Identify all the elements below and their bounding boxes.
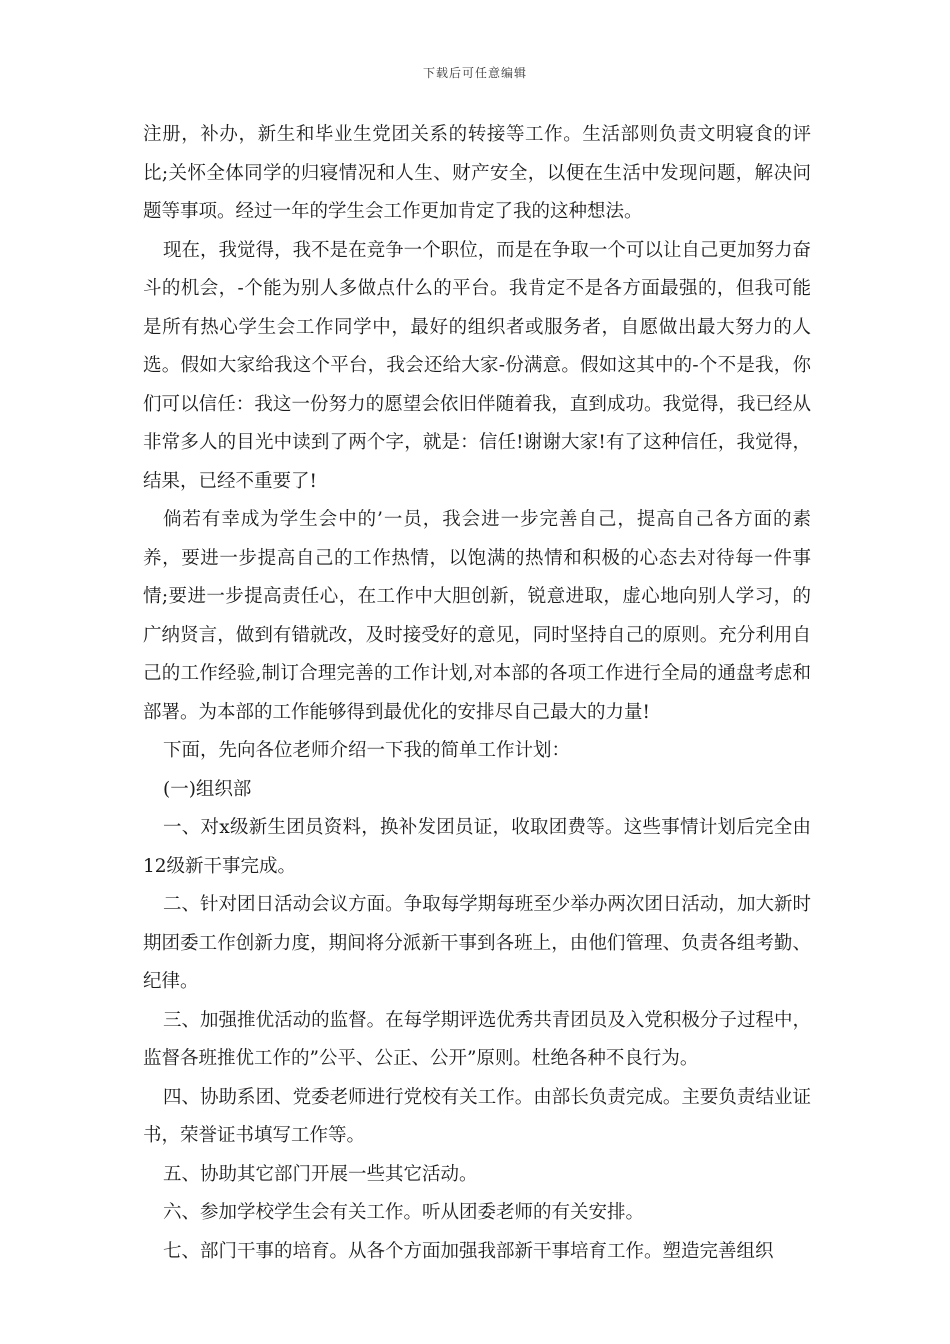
plan-item-3: 三、加强推优活动的监督。在每学期评选优秀共青团员及入党积极分子过程中，监督各班推优工作的”公平、公正、公开”原则。杜绝各种不良行为。	[143, 1009, 811, 1069]
plan-item-7: 七、部门干事的培育。从各个方面加强我部新干事培育工作。塑造完善组织	[163, 1240, 774, 1262]
plan-item-6: 六、参加学校学生会有关工作。听从团委老师的有关安排。	[163, 1202, 645, 1223]
paragraph-4: 下面，先向各位老师介绍一下我的简单工作计划：	[163, 740, 571, 761]
paragraph-2: 现在，我觉得，我不是在竞争一个职位，而是在争取一个可以让自己更加努力奋斗的机会，-个能为别人多做点什么的平台。我肯定不是各方面最强的，但我可能是所有热心学生会工作同学中，最好的组织者或服务者，自愿做出最大努力的人选。假如大家给我这个平台，我会还给大家-份满意。假如这其中的-个不是我，你们可以信任：我这一份努力的愿望会依旧伴随着我，直到成功。我觉得，我已经从非常多人的目光中读到了两个字，就是：信任!谢谢大家!有了这种信任，我觉得，结果，已经不重要了!	[143, 239, 811, 492]
page-header: 下载后可任意编辑	[422, 66, 527, 80]
section-heading: (一)组织部	[163, 778, 252, 800]
paragraph-3: 倘若有幸成为学生会中的’一员，我会进一步完善自己，提高自己各方面的素养，要进一步提高自己的工作热情，以饱满的热情和积极的心态去对待每一件事情;要进一步提高责任心，在工作中大胆创新，锐意进取，虚心地向别人学习，的广纳贤言，做到有错就改，及时接受好的意见，同时坚持自己的原则。充分利用自己的工作经验,制订合理完善的工作计划,对本部的各项工作进行全局的通盘考虑和部署。为本部的工作能够得到最优化的安排尽自己最大的力量!	[143, 509, 811, 723]
paragraph-1: 注册，补办，新生和毕业生党团关系的转接等工作。生活部则负责文明寝食的评比;关怀全体同学的归寝情况和人生、财产安全，以便在生活中发现问题，解决问题等事项。经过一年的学生会工作更加肯定了我的这种想法。	[143, 124, 811, 222]
plan-item-5: 五、协助其它部门开展一些其它活动。	[163, 1163, 478, 1185]
plan-item-2: 二、针对团日活动会议方面。争取每学期每班至少举办两次团日活动，加大新时期团委工作创新力度，期间将分派新干事到各班上，由他们管理、负责各组考勤、纪律。	[143, 894, 811, 992]
document-body	[143, 116, 811, 1271]
plan-item-1: 一、对x级新生团员资料，换补发团员证，收取团费等。这些事情计划后完全由12级新干事完成。	[143, 817, 811, 877]
plan-item-4: 四、协助系团、党委老师进行党校有关工作。由部长负责完成。主要负责结业证书，荣誉证书填写工作等。	[143, 1086, 811, 1146]
